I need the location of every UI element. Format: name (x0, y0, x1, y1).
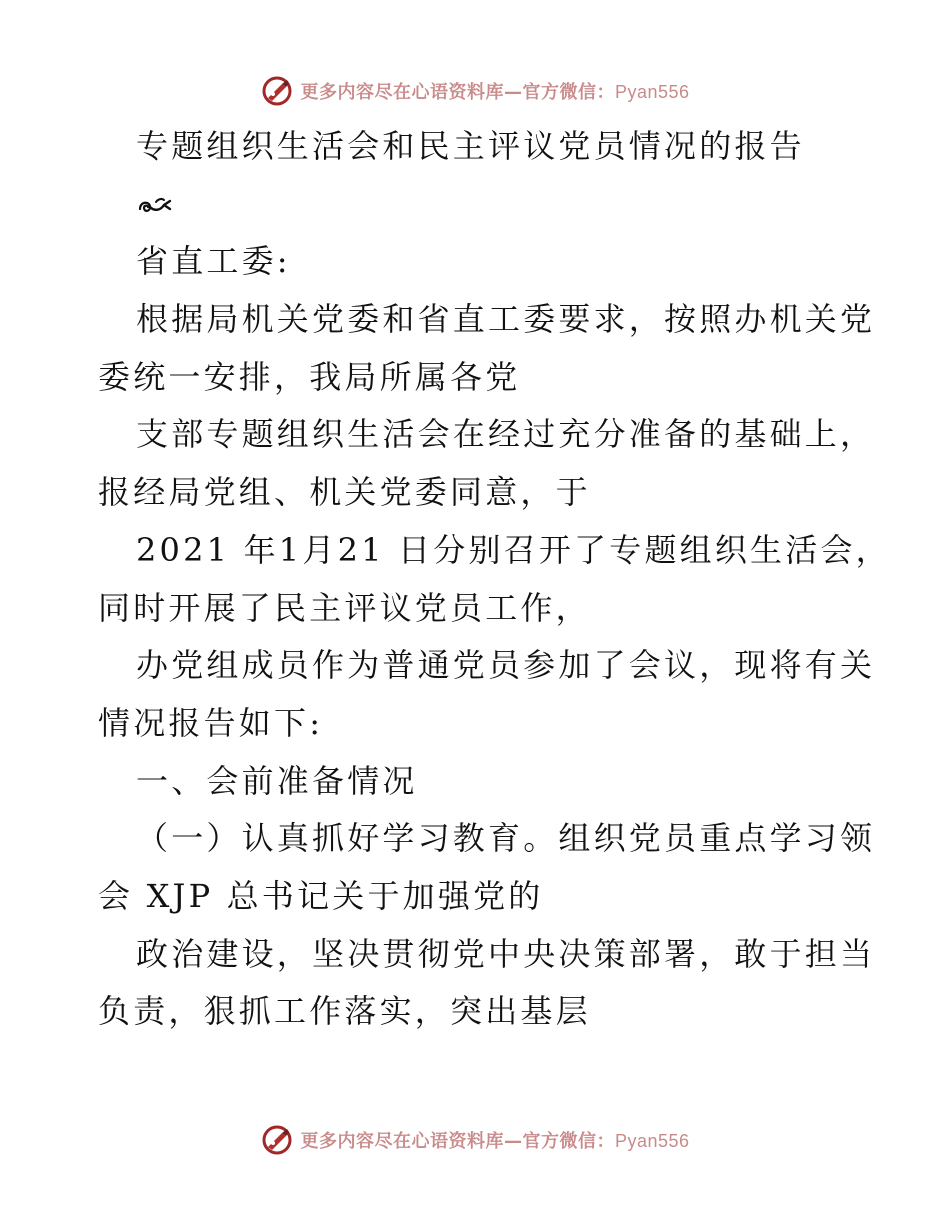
text-line: 负责，狠抓工作落实，突出基层 (98, 992, 591, 1031)
paragraph-lines (98, 233, 891, 1041)
watermark-logo-icon (260, 1123, 294, 1157)
text-line: 会 XJP 总书记关于加强党的 (98, 876, 544, 915)
text-line: 同时开展了民主评议党员工作， (98, 588, 591, 627)
text-line: 政治建设，坚决贯彻党中央决策部署，敢于担当 (136, 934, 876, 973)
document-title: 专题组织生活会和民主评议党员情况的报告 (136, 127, 805, 165)
text-line: 2021 年1月21 日分别召开了专题组织生活会， (136, 530, 891, 569)
text-line: 一、会前准备情况 (136, 761, 418, 800)
document-body (98, 118, 891, 1041)
text-line: 根据局机关党委和省直工委要求，按照办机关党 (136, 300, 876, 339)
text-line: 省直工委: (136, 242, 291, 281)
watermark-logo-icon (260, 74, 294, 108)
watermark-footer (0, 1120, 950, 1160)
text-line: （一）认真抓好学习教育。组织党员重点学习领 (136, 819, 876, 858)
ornament-row (98, 176, 858, 234)
watermark-text: 更多内容尽在心语资料库—官方微信：Pyan556 (300, 82, 690, 103)
watermark-header (0, 71, 950, 111)
watermark-text: 更多内容尽在心语资料库—官方微信：Pyan556 (300, 1131, 690, 1152)
text-line: 办党组成员作为普通党员参加了会议，现将有关 (136, 646, 876, 685)
flourish-ornament-icon (136, 193, 174, 217)
text-line: 情况报告如下: (98, 703, 324, 742)
text-line: 委统一安排，我局所属各党 (98, 357, 521, 396)
text-line: 报经局党组、机关党委同意，于 (98, 473, 591, 512)
text-line: 支部专题组织生活会在经过充分准备的基础上， (136, 415, 876, 454)
